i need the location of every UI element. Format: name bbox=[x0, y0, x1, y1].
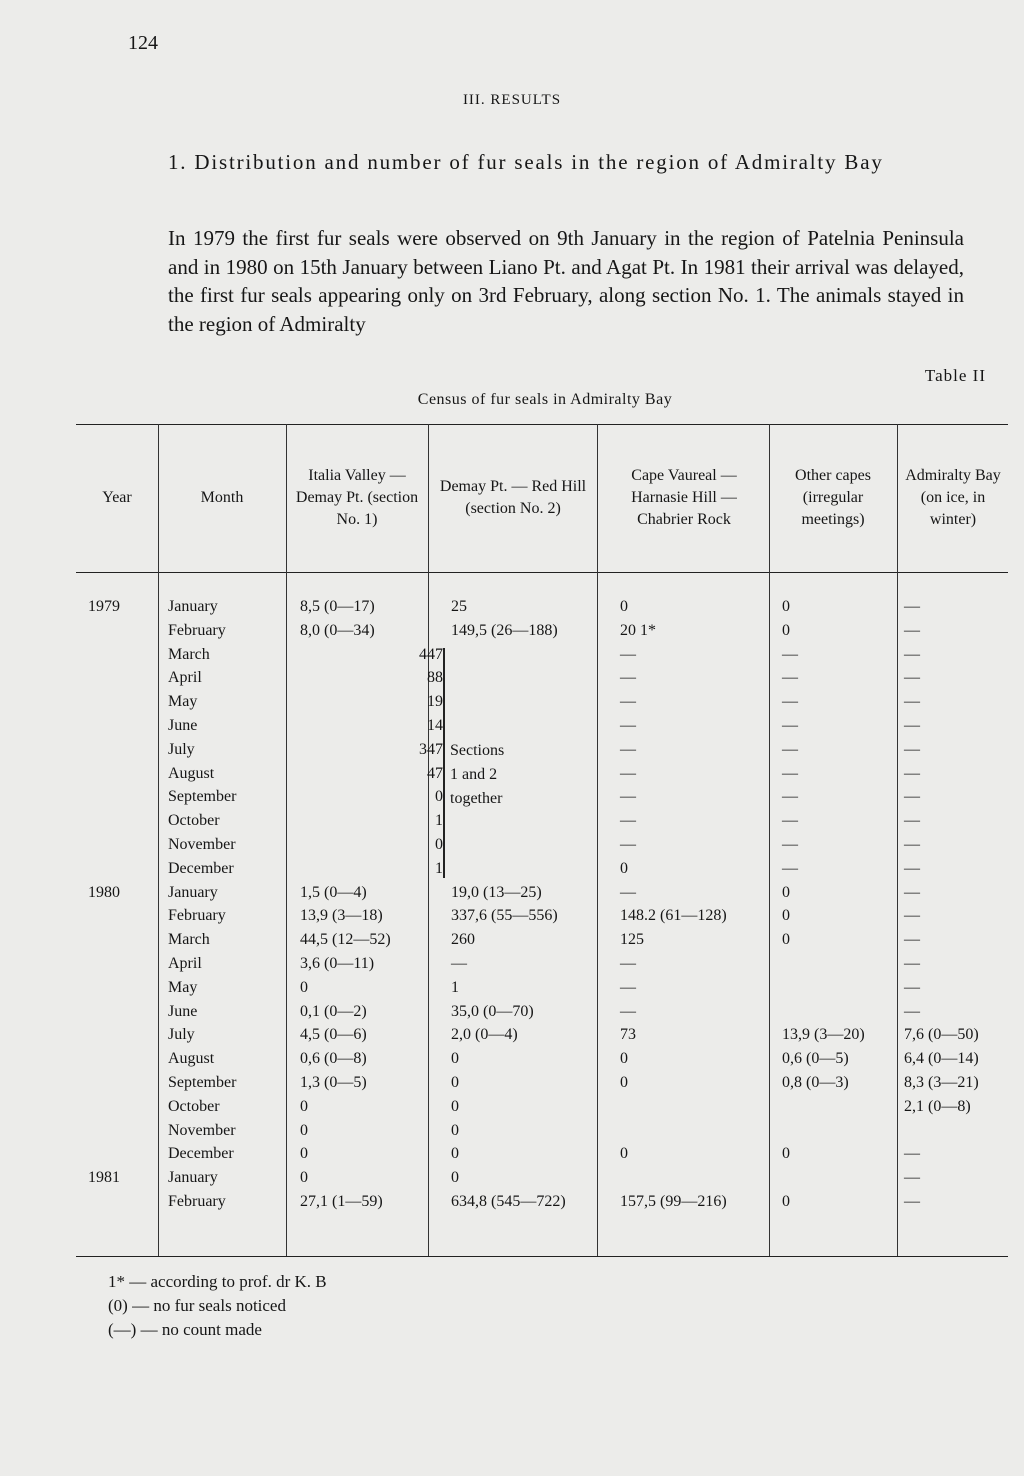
cell-cape: — bbox=[620, 740, 636, 758]
cell-cape: — bbox=[620, 693, 636, 711]
cell-month: October bbox=[168, 1097, 220, 1115]
cell-admiralty: — bbox=[904, 1145, 920, 1163]
subsection-title: 1. Distribution and number of fur seals in the region of Admiralty Bay bbox=[168, 150, 884, 174]
cell-other: 13,9 (3—20) bbox=[782, 1026, 865, 1044]
cell-month: July bbox=[168, 740, 195, 758]
cell-admiralty: 7,6 (0—50) bbox=[904, 1026, 979, 1044]
cell-admiralty: — bbox=[904, 621, 920, 639]
cell-demay: 0 bbox=[451, 1145, 459, 1163]
header-bottom-rule bbox=[76, 572, 1008, 573]
cell-other: — bbox=[782, 693, 798, 711]
cell-cape: 0 bbox=[620, 1050, 628, 1068]
cell-other: 0,8 (0—3) bbox=[782, 1074, 849, 1091]
table-label: Table II bbox=[924, 366, 986, 385]
cell-other: 0 bbox=[782, 621, 790, 639]
cell-demay: 1 bbox=[451, 978, 459, 996]
cell-other: — bbox=[782, 669, 798, 687]
cell-cape: — bbox=[620, 978, 636, 996]
cell-merged-sections: 1 bbox=[435, 812, 443, 830]
cell-month: January bbox=[168, 883, 218, 901]
page-number: 124 bbox=[128, 32, 158, 54]
header-year: Year bbox=[102, 489, 132, 506]
cell-other: 0 bbox=[782, 883, 790, 901]
cell-month: July bbox=[168, 1026, 195, 1044]
footnote: 1* — according to prof. dr K. B bbox=[108, 1272, 327, 1291]
cell-demay: 0 bbox=[451, 1074, 459, 1091]
cell-italia: 8,5 (0—17) bbox=[300, 598, 375, 615]
footnote: (0) — no fur seals noticed bbox=[108, 1296, 286, 1315]
cell-admiralty: — bbox=[904, 669, 920, 687]
cell-year: 1980 bbox=[88, 883, 120, 901]
cell-month: April bbox=[168, 955, 202, 972]
cell-admiralty: — bbox=[904, 883, 920, 901]
cell-merged-sections: 19 bbox=[427, 693, 443, 711]
cell-cape: — bbox=[620, 764, 636, 782]
cell-month: August bbox=[168, 1050, 215, 1068]
cell-italia: 8,0 (0—34) bbox=[300, 621, 375, 639]
cell-italia: 13,9 (3—18) bbox=[300, 907, 383, 925]
cell-month: March bbox=[168, 645, 210, 663]
cell-merged-sections: 0 bbox=[435, 836, 443, 853]
cell-admiralty: — bbox=[904, 931, 920, 949]
column-divider bbox=[769, 424, 770, 1256]
cell-cape: 73 bbox=[620, 1026, 636, 1044]
cell-month: December bbox=[168, 1145, 234, 1163]
cell-admiralty: — bbox=[904, 693, 920, 711]
cell-italia: 0 bbox=[300, 978, 308, 996]
cell-admiralty: 8,3 (3—21) bbox=[904, 1074, 979, 1091]
cell-demay: 2,0 (0—4) bbox=[451, 1026, 518, 1044]
cell-italia: 44,5 (12—52) bbox=[300, 931, 391, 949]
cell-other: 0 bbox=[782, 907, 790, 925]
cell-month: April bbox=[168, 669, 202, 687]
cell-italia: 3,6 (0—11) bbox=[300, 955, 375, 972]
cell-cape: 0 bbox=[620, 1145, 628, 1163]
cell-other: — bbox=[782, 836, 798, 853]
cell-demay: 0 bbox=[451, 1121, 459, 1139]
cell-admiralty: — bbox=[904, 907, 920, 925]
header-demay-red-hill: Demay Pt. — Red Hill (section No. 2) bbox=[439, 478, 587, 517]
cell-demay: 260 bbox=[451, 931, 475, 949]
cell-italia: 27,1 (1—59) bbox=[300, 1193, 383, 1210]
cell-year: 1981 bbox=[88, 1169, 120, 1187]
merged-note: 1 and 2 bbox=[450, 766, 498, 783]
cell-demay: 35,0 (0—70) bbox=[451, 1002, 534, 1020]
cell-italia: 0 bbox=[300, 1169, 308, 1187]
cell-cape: — bbox=[620, 645, 636, 663]
cell-other: — bbox=[782, 788, 798, 806]
cell-italia: 0 bbox=[300, 1145, 308, 1163]
cell-italia: 0 bbox=[300, 1097, 308, 1115]
cell-italia: 0,1 (0—2) bbox=[300, 1002, 367, 1020]
cell-italia: 1,3 (0—5) bbox=[300, 1074, 367, 1091]
intro-paragraph: In 1979 the first fur seals were observed on 9th January in the region of Patelnia Peninsula and in 1980 on 15th January between Liano Pt. and Agat Pt. In 1981 their arrival was delayed, the first fur seals appearing only on 3rd February, along section No. 1. The animals stayed in the region of Admiralty bbox=[168, 226, 964, 336]
cell-admiralty: — bbox=[904, 740, 920, 758]
cell-year: 1979 bbox=[88, 598, 120, 615]
cell-cape: — bbox=[620, 717, 636, 734]
merged-note: Sections bbox=[450, 742, 505, 759]
column-divider bbox=[286, 424, 287, 1256]
cell-admiralty: — bbox=[904, 836, 920, 853]
cell-other: 0,6 (0—5) bbox=[782, 1050, 849, 1068]
cell-admiralty: — bbox=[904, 859, 920, 877]
column-divider bbox=[597, 424, 598, 1256]
header-admiralty-bay: Admiralty Bay (on ice, in winter) bbox=[905, 467, 1001, 528]
cell-admiralty: — bbox=[904, 764, 920, 782]
cell-other: — bbox=[782, 717, 798, 734]
cell-admiralty: — bbox=[904, 788, 920, 806]
cell-other: 0 bbox=[782, 598, 790, 615]
table-caption: Census of fur seals in Admiralty Bay bbox=[417, 391, 673, 408]
cell-other: 0 bbox=[782, 1145, 790, 1163]
cell-month: November bbox=[168, 1121, 236, 1139]
cell-month: September bbox=[168, 1074, 237, 1091]
cell-merged-sections: 347 bbox=[419, 740, 443, 758]
cell-merged-sections: 88 bbox=[427, 669, 443, 687]
cell-admiralty: — bbox=[904, 955, 920, 972]
cell-cape: 0 bbox=[620, 598, 628, 615]
cell-cape: — bbox=[620, 812, 636, 830]
cell-month: October bbox=[168, 812, 220, 830]
cell-cape: — bbox=[620, 1002, 636, 1020]
cell-cape: 0 bbox=[620, 859, 628, 877]
cell-merged-sections: 14 bbox=[427, 717, 443, 734]
cell-cape: — bbox=[620, 788, 636, 806]
cell-month: March bbox=[168, 931, 210, 949]
merged-note: together bbox=[450, 790, 503, 807]
cell-month: May bbox=[168, 978, 198, 996]
cell-month: June bbox=[168, 1002, 198, 1020]
cell-merged-sections: 447 bbox=[419, 645, 443, 663]
cell-cape: — bbox=[620, 883, 636, 901]
cell-other: — bbox=[782, 740, 798, 758]
cell-other: — bbox=[782, 859, 798, 877]
cell-italia: 4,5 (0—6) bbox=[300, 1026, 367, 1044]
cell-cape: 157,5 (99—216) bbox=[620, 1193, 727, 1210]
cell-month: May bbox=[168, 693, 198, 711]
column-divider bbox=[897, 424, 898, 1256]
cell-merged-sections: 1 bbox=[435, 859, 443, 877]
cell-other: — bbox=[782, 764, 798, 782]
header-cape-vaureal: Cape Vaureal — Harnasie Hill — Chabrier Rock bbox=[631, 467, 737, 528]
cell-admiralty: — bbox=[904, 598, 920, 615]
cell-cape: 20 1* bbox=[620, 621, 656, 639]
cell-italia: 1,5 (0—4) bbox=[300, 883, 367, 901]
header-other-capes: Other capes (irregular meetings) bbox=[795, 467, 871, 528]
cell-italia: 0,6 (0—8) bbox=[300, 1050, 367, 1068]
cell-other: 0 bbox=[782, 931, 790, 949]
cell-demay: 25 bbox=[451, 598, 467, 615]
cell-admiralty: — bbox=[904, 812, 920, 830]
table-bottom-rule bbox=[76, 1256, 1008, 1257]
cell-demay: 19,0 (13—25) bbox=[451, 883, 542, 901]
cell-month: September bbox=[168, 788, 237, 806]
cell-month: June bbox=[168, 717, 198, 734]
cell-cape: — bbox=[620, 836, 636, 853]
cell-cape: — bbox=[620, 669, 636, 687]
cell-demay: 149,5 (26—188) bbox=[451, 621, 558, 639]
cell-admiralty: — bbox=[904, 1002, 920, 1020]
cell-cape: 148.2 (61—128) bbox=[620, 907, 727, 925]
footnote: (—) — no count made bbox=[108, 1320, 262, 1339]
cell-month: February bbox=[168, 907, 226, 925]
cell-admiralty: — bbox=[904, 1169, 920, 1187]
cell-italia: 0 bbox=[300, 1121, 308, 1139]
section-heading: III. RESULTS bbox=[462, 92, 562, 108]
cell-merged-sections: 47 bbox=[427, 764, 443, 782]
cell-other: 0 bbox=[782, 1193, 790, 1210]
header-italia-valley: Italia Valley — Demay Pt. (section No. 1) bbox=[295, 467, 419, 528]
header-month: Month bbox=[200, 489, 244, 506]
cell-month: February bbox=[168, 621, 226, 639]
cell-month: January bbox=[168, 598, 218, 615]
cell-month: December bbox=[168, 859, 234, 877]
cell-month: February bbox=[168, 1193, 226, 1210]
cell-other: — bbox=[782, 645, 798, 663]
cell-demay: 634,8 (545—722) bbox=[451, 1193, 566, 1210]
cell-admiralty: — bbox=[904, 978, 920, 996]
cell-admiralty: — bbox=[904, 1193, 920, 1210]
cell-demay: 0 bbox=[451, 1097, 459, 1115]
cell-demay: 0 bbox=[451, 1050, 459, 1068]
cell-admiralty: 2,1 (0—8) bbox=[904, 1097, 971, 1115]
cell-cape: — bbox=[620, 955, 636, 972]
cell-demay: 337,6 (55—556) bbox=[451, 907, 558, 925]
cell-admiralty: — bbox=[904, 717, 920, 734]
cell-merged-sections: 0 bbox=[435, 788, 443, 806]
cell-admiralty: 6,4 (0—14) bbox=[904, 1050, 979, 1068]
merge-bracket bbox=[443, 648, 445, 878]
cell-cape: 125 bbox=[620, 931, 644, 949]
cell-admiralty: — bbox=[904, 645, 920, 663]
cell-month: August bbox=[168, 764, 215, 782]
cell-cape: 0 bbox=[620, 1074, 628, 1091]
cell-month: January bbox=[168, 1169, 218, 1187]
cell-demay: — bbox=[451, 955, 467, 972]
cell-month: November bbox=[168, 836, 236, 853]
cell-demay: 0 bbox=[451, 1169, 459, 1187]
cell-other: — bbox=[782, 812, 798, 830]
